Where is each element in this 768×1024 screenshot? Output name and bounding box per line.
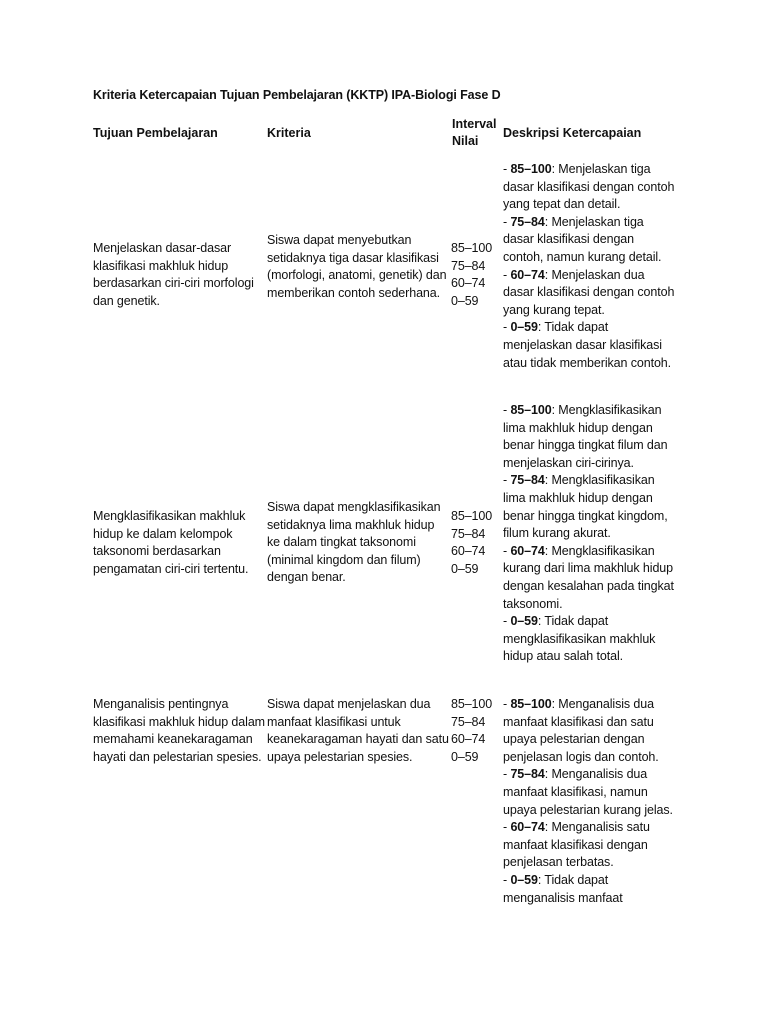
level-item: - 75–84: Mengklasifikasikan lima makhluk hidup dengan benar hingga tingkat kingdom, filum kurang akurat.: [503, 473, 668, 541]
level-text: : Tidak dapat menganalisis manfaat: [503, 872, 623, 905]
level-item: - 75–84: Menganalisis dua manfaat klasifikasi, namun upaya pelestarian kurang jelas.: [503, 767, 673, 817]
row1-tujuan: Menjelaskan dasar-dasar klasifikasi makhluk hidup berdasarkan ciri-ciri morfologi dan genetik.: [93, 241, 254, 308]
document-title: Kriteria Ketercapaian Tujuan Pembelajaran (KKTP) IPA-Biologi Fase D: [93, 88, 501, 102]
row3-deskripsi: [503, 696, 675, 907]
row1-intervals: [451, 240, 499, 310]
interval-value: 85–100: [451, 509, 493, 523]
level-range: 0–59: [510, 320, 538, 335]
row1-deskripsi: [503, 161, 675, 372]
level-item: - 85–100: Mengklasifikasikan lima makhluk hidup dengan benar hingga tingkat filum dan menjelaskan ciri-cirinya.: [503, 403, 668, 470]
interval-value: 75–84: [451, 526, 486, 541]
level-text: : Menganalisis dua manfaat klasifikasi dan satu upaya pelestarian dengan penjelasan logis dan contoh.: [503, 697, 659, 764]
row3-kriteria: Siswa dapat menjelaskan dua manfaat klasifikasi untuk keanekaragaman hayati dan satu upaya pelestarian spesies.: [267, 697, 449, 764]
level-range: 60–74: [510, 543, 545, 558]
header-kriteria: Kriteria: [267, 126, 311, 140]
level-item: - 85–100: Menjelaskan tiga dasar klasifikasi dengan contoh yang tepat dan detail.: [503, 162, 675, 212]
interval-value: 0–59: [451, 749, 479, 764]
level-range: 85–100: [510, 697, 552, 711]
level-range: 85–100: [510, 403, 552, 417]
interval-value: 60–74: [451, 732, 486, 747]
level-item: - 0–59: Tidak dapat mengklasifikasikan makhluk hidup atau salah total.: [503, 614, 656, 664]
interval-value: 60–74: [451, 276, 486, 291]
level-item: - 60–74: Mengklasifikasikan kurang dari lima makhluk hidup dengan kesalahan pada tingkat taksonomi.: [503, 543, 674, 611]
interval-value: 75–84: [451, 258, 486, 273]
row3-intervals: [451, 696, 499, 766]
row3-tujuan: Menganalisis pentingnya klasifikasi makhluk hidup dalam memahami keanekaragaman hayati dan pelestarian spesies.: [93, 697, 265, 764]
row2-kriteria: Siswa dapat mengklasifikasikan setidaknya lima makhluk hidup ke dalam tingkat taksonomi (minimal kingdom dan filum) dengan benar.: [267, 500, 441, 585]
interval-value: 75–84: [451, 714, 486, 729]
header-interval: Interval Nilai: [452, 117, 497, 148]
level-text: : Mengklasifikasikan lima makhluk hidup dengan benar hingga tingkat kingdom, filum kurang akurat.: [503, 473, 668, 541]
level-text: : Mengklasifikasikan kurang dari lima makhluk hidup dengan kesalahan pada tingkat taksonomi.: [503, 543, 674, 611]
level-range: 85–100: [510, 162, 552, 176]
level-range: 75–84: [510, 214, 545, 229]
row2-deskripsi: [503, 402, 675, 666]
interval-value: 85–100: [451, 697, 493, 711]
level-item: - 0–59: Tidak dapat menjelaskan dasar klasifikasi atau tidak memberikan contoh.: [503, 320, 672, 370]
level-text: : Tidak dapat menjelaskan dasar klasifikasi atau tidak memberikan contoh.: [503, 320, 672, 370]
level-text: : Menganalisis dua manfaat klasifikasi, namun upaya pelestarian kurang jelas.: [503, 767, 673, 817]
row1-kriteria: Siswa dapat menyebutkan setidaknya tiga dasar klasifikasi (morfologi, anatomi, genetik) dan memberikan contoh sederhana.: [267, 233, 447, 300]
header-tujuan: Tujuan Pembelajaran: [93, 126, 218, 140]
level-text: : Menjelaskan tiga dasar klasifikasi dengan contoh yang tepat dan detail.: [503, 162, 675, 212]
interval-value: 0–59: [451, 561, 479, 576]
interval-value: 60–74: [451, 544, 486, 559]
row2-tujuan: Mengklasifikasikan makhluk hidup ke dalam kelompok taksonomi berdasarkan pengamatan ciri-ciri tertentu.: [93, 509, 249, 576]
level-item: - 0–59: Tidak dapat menganalisis manfaat: [503, 872, 623, 905]
level-text: : Tidak dapat mengklasifikasikan makhluk hidup atau salah total.: [503, 614, 656, 664]
level-text: : Menjelaskan tiga dasar klasifikasi dengan contoh, namun kurang detail.: [503, 214, 662, 264]
interval-value: 85–100: [451, 241, 493, 255]
level-range: 75–84: [510, 473, 545, 488]
row2-intervals: [451, 508, 499, 578]
level-range: 60–74: [510, 267, 545, 282]
level-range: 0–59: [510, 614, 538, 629]
level-range: 0–59: [510, 872, 538, 887]
level-item: - 85–100: Menganalisis dua manfaat klasifikasi dan satu upaya pelestarian dengan penjelasan logis dan contoh.: [503, 697, 659, 764]
interval-value: 0–59: [451, 293, 479, 308]
level-item: - 60–74: Menganalisis satu manfaat klasifikasi dengan penjelasan terbatas.: [503, 820, 650, 870]
level-text: : Menganalisis satu manfaat klasifikasi dengan penjelasan terbatas.: [503, 820, 650, 870]
level-text: : Menjelaskan dua dasar klasifikasi dengan contoh yang kurang tepat.: [503, 267, 675, 317]
header-deskripsi: Deskripsi Ketercapaian: [503, 126, 642, 140]
level-range: 60–74: [510, 820, 545, 835]
level-text: : Mengklasifikasikan lima makhluk hidup dengan benar hingga tingkat filum dan menjelaskan ciri-cirinya.: [503, 403, 668, 470]
level-item: - 60–74: Menjelaskan dua dasar klasifikasi dengan contoh yang kurang tepat.: [503, 267, 675, 317]
level-item: - 75–84: Menjelaskan tiga dasar klasifikasi dengan contoh, namun kurang detail.: [503, 214, 662, 264]
level-range: 75–84: [510, 767, 545, 782]
